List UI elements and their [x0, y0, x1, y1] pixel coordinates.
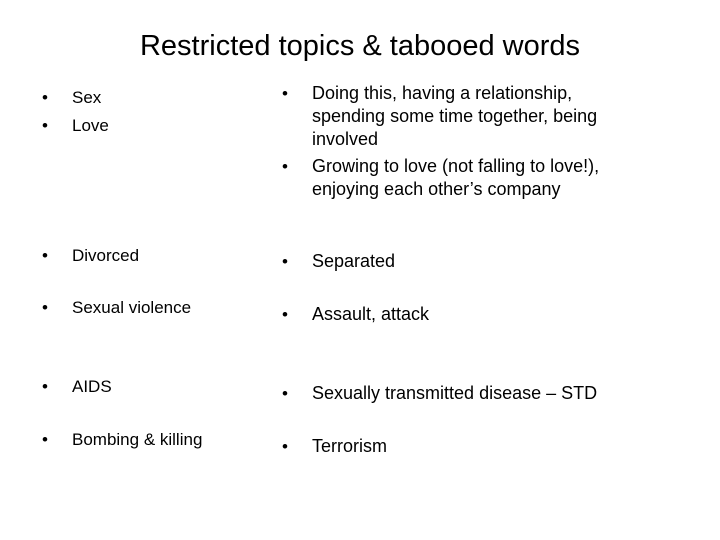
alternative-list-5	[282, 435, 662, 458]
list-item	[282, 250, 662, 273]
alternative-list-1	[282, 82, 642, 201]
restricted-term: Sex	[72, 88, 102, 107]
list-item	[42, 294, 262, 322]
bullet-icon: •	[282, 384, 288, 403]
restricted-term: AIDS	[72, 377, 112, 396]
alternative-phrase: Sexually transmitted disease – STD	[312, 383, 598, 403]
list-item	[42, 242, 262, 270]
bullet-icon: •	[282, 305, 288, 324]
bullet-icon: •	[282, 252, 288, 271]
list-item	[282, 155, 642, 201]
alternative-phrase: Assault, attack	[312, 304, 430, 324]
alternative-list-2	[282, 250, 662, 273]
slide-title: Restricted topics & tabooed words	[139, 30, 581, 62]
list-item	[282, 82, 642, 151]
restricted-term: Divorced	[72, 246, 140, 265]
bullet-icon: •	[42, 88, 48, 107]
restricted-term: Sexual violence	[72, 298, 192, 317]
bullet-icon: •	[42, 246, 48, 265]
list-item	[42, 112, 242, 140]
restricted-list-1	[42, 84, 242, 140]
restricted-term: Love	[72, 116, 109, 135]
bullet-icon: •	[42, 430, 48, 449]
list-item	[282, 303, 662, 326]
alternative-phrase: Separated	[312, 251, 396, 271]
list-item	[282, 382, 682, 405]
bullet-icon: •	[282, 157, 288, 176]
bullet-icon: •	[42, 116, 48, 135]
alternative-phrase: Terrorism	[312, 436, 387, 456]
bullet-icon: •	[42, 377, 48, 396]
alternative-list-4	[282, 382, 682, 405]
bullet-icon: •	[282, 437, 288, 456]
restricted-list-2	[42, 242, 262, 270]
list-item	[282, 435, 662, 458]
restricted-term: Bombing & killing	[72, 430, 203, 449]
restricted-list-4	[42, 373, 262, 401]
alternative-phrase: Doing this, having a relationship, spending some time together, being involved	[312, 83, 598, 149]
restricted-list-5	[42, 426, 272, 454]
list-item	[42, 84, 242, 112]
bullet-icon: •	[282, 84, 288, 103]
list-item	[42, 373, 262, 401]
alternative-list-3	[282, 303, 662, 326]
alternative-phrase: Growing to love (not falling to love!), enjoying each other’s company	[312, 156, 600, 199]
bullet-icon: •	[42, 298, 48, 317]
list-item	[42, 426, 272, 454]
restricted-list-3	[42, 294, 262, 322]
